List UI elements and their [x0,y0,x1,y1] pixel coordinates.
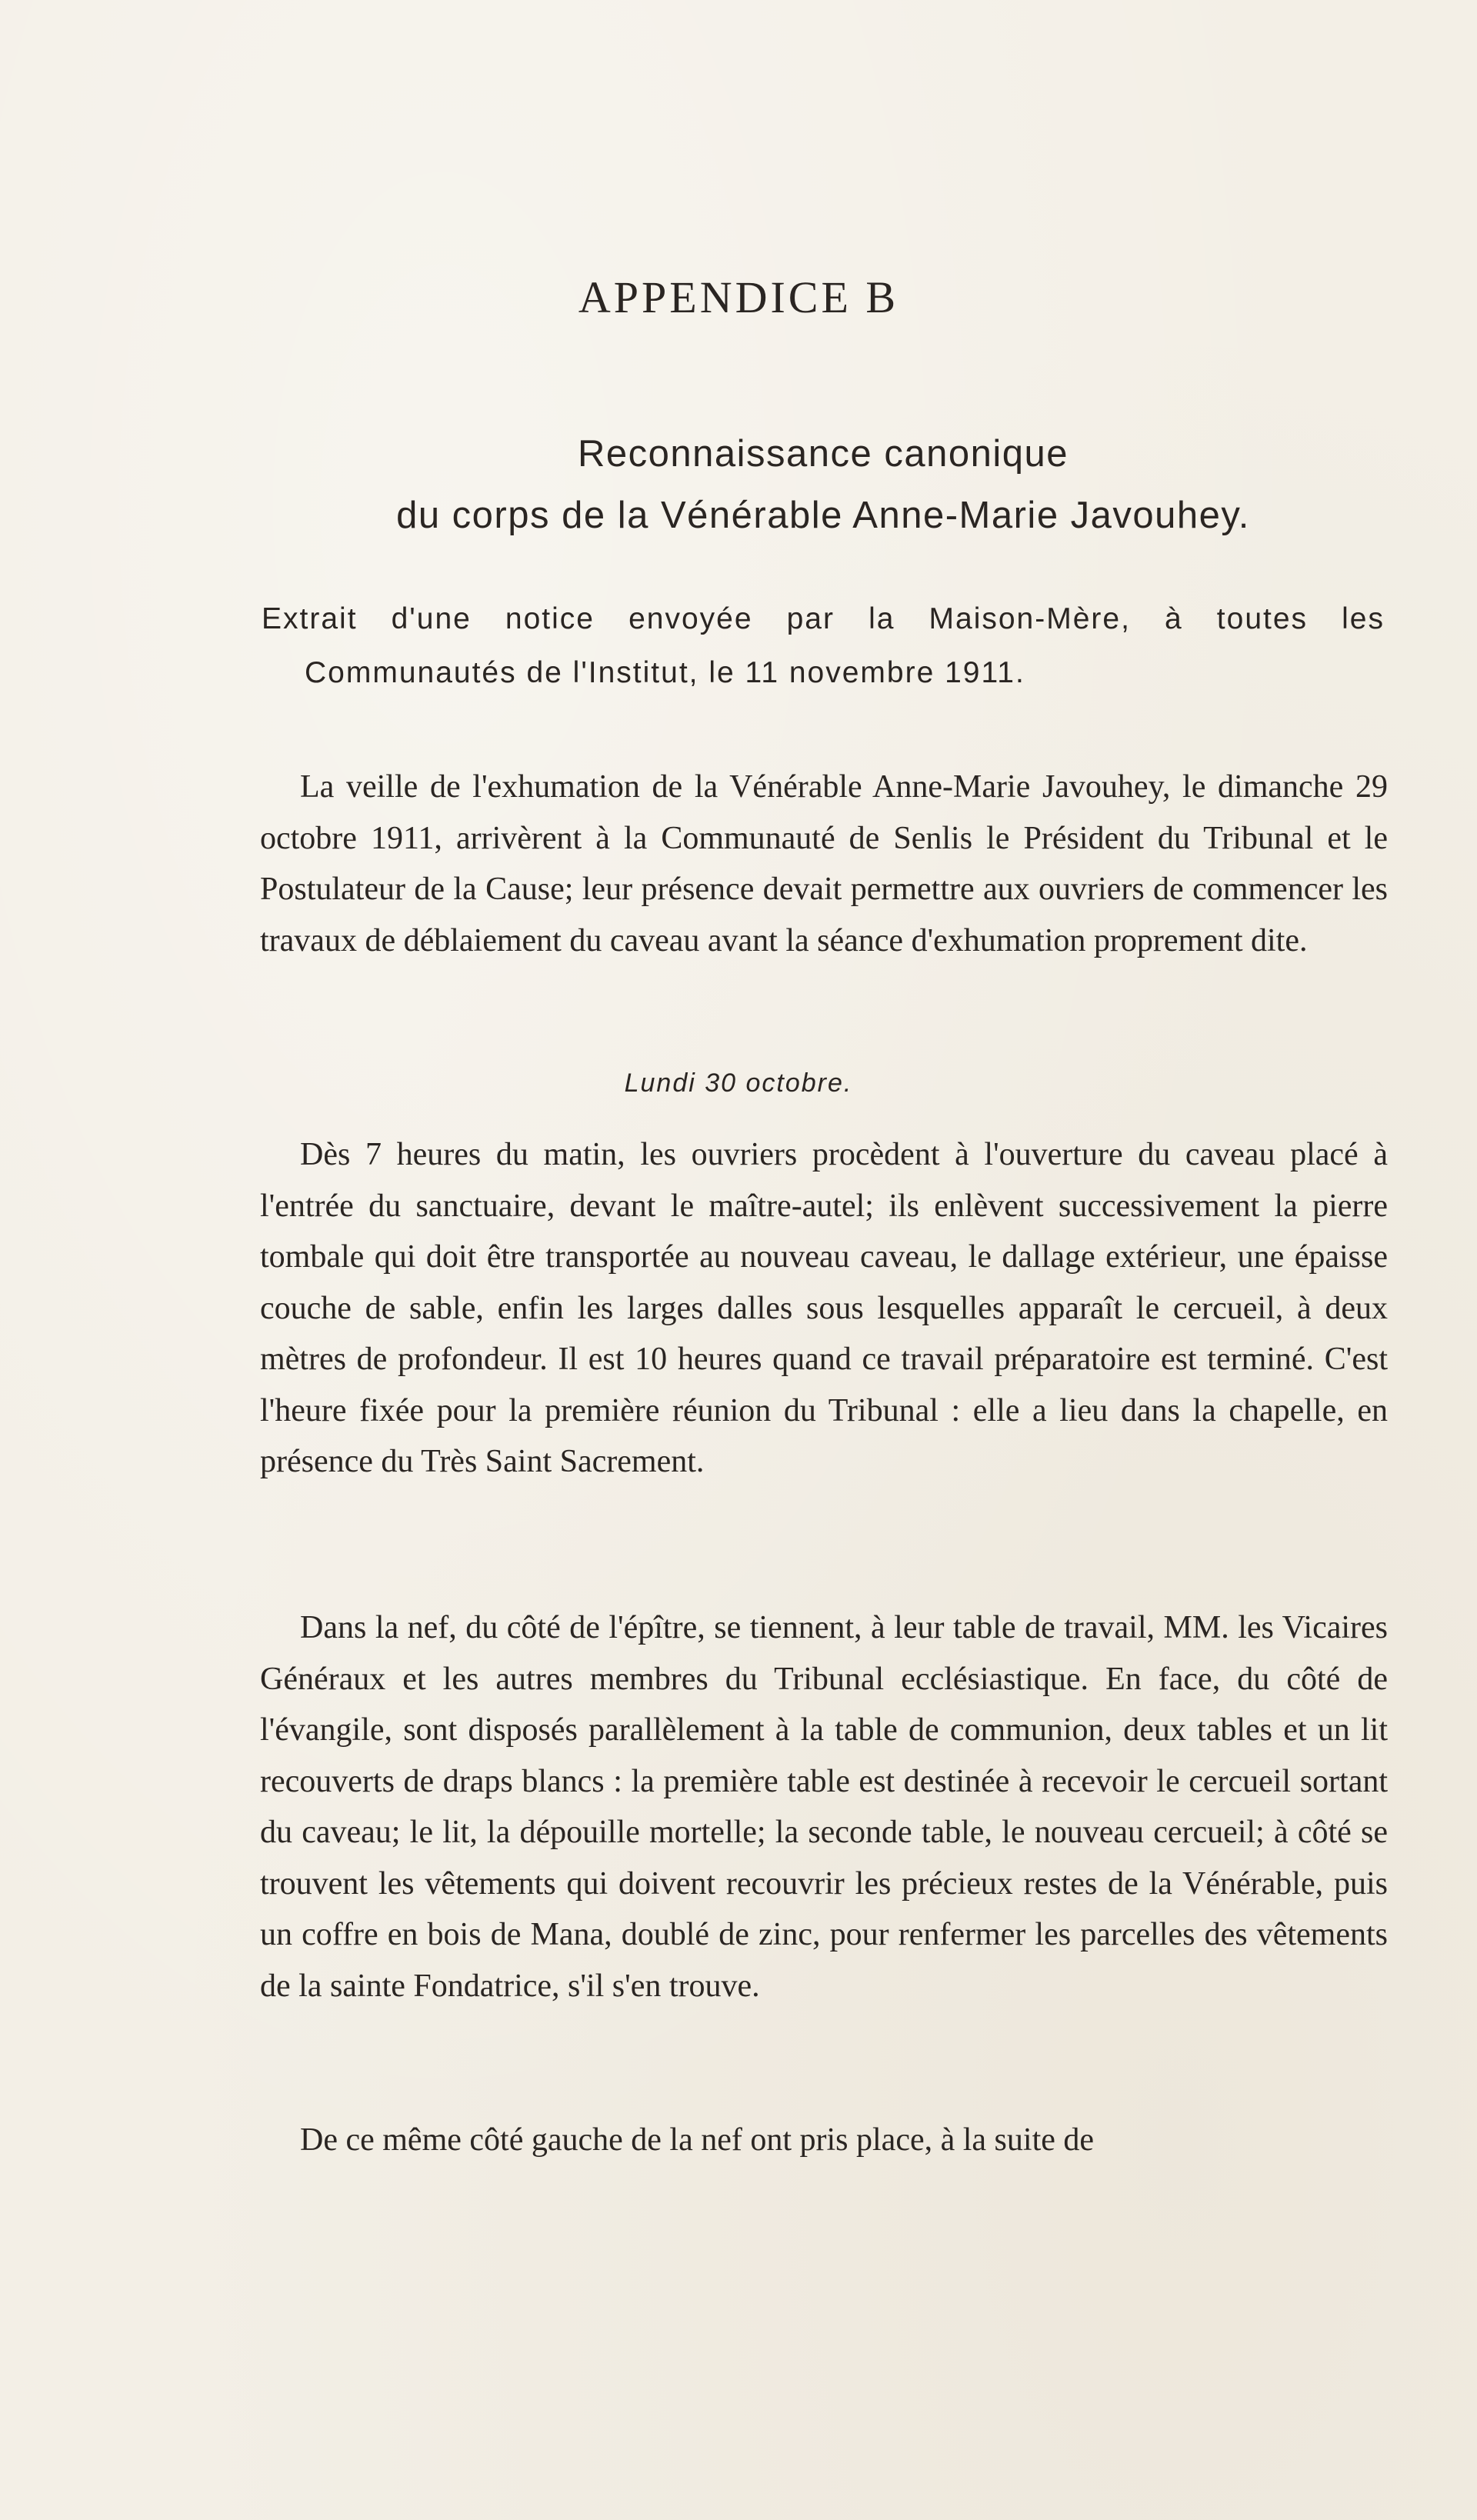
paragraph-1 [260,762,1388,966]
dateline: Lundi 30 octobre. [624,1068,853,1098]
subtitle-line-2: du corps de la Vénérable Anne-Marie Javouhey. [396,495,1250,536]
paragraph-3-text: Dans la nef, du côté de l'épître, se tiennent, à leur table de travail, MM. les Vicaires Généraux et les autres membres du Tribunal ecclésiastique. En face, du côté de l'évangile, sont disposés parallèlement à la table de communion, deux tables et un lit recouverts de draps blancs : la première table est destinée à recevoir le cercueil sortant du caveau; le lit, la dépouille mortelle; la seconde table, le nouveau cercueil; à côté se trouvent les vêtements qui doivent recouvrir les précieux restes de la Vénérable, puis un coffre en bois de Mana, doublé de zinc, pour renfermer les parcelles des vêtements de la sainte Fondatrice, s'il s'en trouve. [260,1610,1388,2004]
paragraph-2-text: Dès 7 heures du matin, les ouvriers procèdent à l'ouverture du caveau placé à l'entrée du sanctuaire, devant le maître-autel; ils enlèvent successivement la pierre tombale qui doit être transportée au nouveau caveau, le dallage extérieur, une épaisse couche de sable, enfin les larges dalles sous lesquelles apparaît le cercueil, à deux mètres de profondeur. Il est 10 heures quand ce travail préparatoire est terminé. C'est l'heure fixée pour la première réunion du Tribunal : elle a lieu dans la chapelle, en présence du Très Saint Sacrement. [260,1137,1388,1479]
paragraph-3 [260,1602,1388,2012]
paragraph-1-text: La veille de l'exhumation de la Vénérable Anne-Marie Javouhey, le dimanche 29 octobre 1911, arrivèrent à la Communauté de Senlis le Président du Tribunal et le Postulateur de la Cause; leur présence devait permettre aux ouvriers de commencer les travaux de déblaiement du caveau avant la séance d'exhumation proprement dite. [260,769,1388,958]
extract-note-line-2: Communautés de l'Institut, le 11 novembre 1911. [305,656,1025,689]
paragraph-4-text: De ce même côté gauche de la nef ont pris place, à la suite de [300,2122,1095,2158]
page-title: APPENDICE B [578,272,899,322]
paragraph-2 [260,1129,1388,1488]
paragraph-4 [260,2115,1388,2166]
subtitle-line-1: Reconnaissance canonique [577,433,1069,475]
extract-note-line-1: Extrait d'une notice envoyée par la Maison-Mère, à toutes les [262,602,1385,635]
